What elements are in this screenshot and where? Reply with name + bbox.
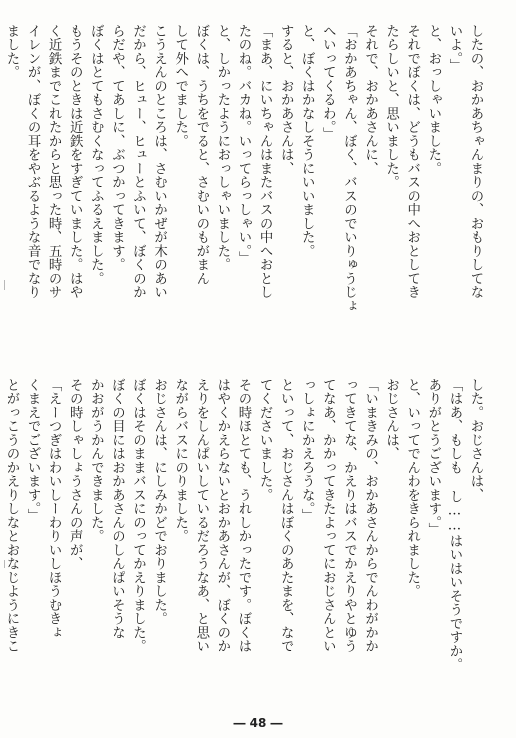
text-line: と、しかったようにおっしゃいました。 (214, 24, 230, 272)
lower-text-block (0, 378, 486, 708)
text-line: 「おかあちゃん、ぼく、バスのでいりゅうじょ (341, 24, 357, 313)
text-line: たのね。バカね。いってらっしゃい。」 (235, 24, 251, 265)
text-line: その時しゃしょうさんの声が、 (67, 378, 83, 571)
text-line: 「いまきみの、おかあさんからでんわがかか (362, 378, 378, 653)
text-line: へいってくるわ。」 (320, 24, 336, 142)
text-line: それでぼくは、どうもバスの中へおとしてき (404, 24, 420, 299)
text-line: とがっこうのかえりしなとおなじようにきこ (3, 378, 19, 653)
text-line: と、いってでんわをきられました。 (404, 378, 420, 598)
text-line: らだや、てあしに、ぶつかってきます。 (109, 24, 125, 272)
text-line: ってきてな、かえりはバスでかえりやとゆう (341, 378, 357, 653)
text-line: と、おっしゃいました。 (425, 24, 441, 176)
text-line: だから、ヒュー、ヒューとふいて、ぼくのか (130, 24, 146, 299)
text-line: して外へでました。 (172, 24, 188, 148)
text-line: はやくかえらないとおかあさんが、ぼくのか (214, 378, 230, 653)
text-line: 「はあ、もしも し……はいはいそうですか。 (446, 378, 462, 672)
text-line: たらしいと、思いました。 (383, 24, 399, 189)
text-line: 「まあ、にいちゃんはまたバスの中へおとし (257, 24, 273, 299)
text-line: てくださいました。 (257, 378, 273, 502)
text-line: すると、おかあさんは、 (278, 24, 294, 176)
text-line: かおがうかんできました。 (88, 378, 104, 543)
text-line: した。おじさんは、 (468, 378, 483, 502)
text-line: ぼくはとてもさむくなってふるえました。 (88, 24, 104, 286)
text-line: イレンが、ぼくの耳をやぶるような音でなり (25, 24, 41, 299)
text-line: もうそのときは近鉄をすぎていました。はや (67, 24, 83, 299)
text-line: 「えーつぎはわいしーわりいしほうむきょ (46, 378, 62, 640)
text-line: えりをしんぱいしているだろうなあ、と思い (193, 378, 209, 653)
page-number: ― 48 ― (233, 716, 283, 730)
text-line (0, 378, 1, 708)
text-line: その時ほとても、うれしかったです。ぼくは (235, 378, 251, 653)
text-line: おじさんは、にしみかどでおりました。 (151, 378, 167, 626)
text-line: ありがとうございます。」 (425, 378, 441, 537)
upper-text-block (0, 24, 486, 354)
text-line: ながらバスにのりました。 (172, 378, 188, 543)
text-line: したの、おかあちゃんまりの、おもりしてな (468, 24, 483, 299)
text-line: おじさんは、 (383, 378, 399, 461)
text-line: ました。 (3, 24, 19, 79)
text-line: といって、おじさんはぼくのあたまを、なで (278, 378, 294, 653)
text-line: てなあ、かかってきたよってにおじさんとい (320, 378, 336, 653)
text-line: ぼくの目にはおかあさんのしんぱいそうな (109, 378, 125, 640)
text-line: ぼくは、うちをでると、さむいのもがまん (193, 24, 209, 286)
text-line: と、ぼくはかなしそうにいいました。 (299, 24, 315, 258)
text-line: っしょにかえろうな。」 (299, 378, 315, 523)
text-line: く近鉄までこれたからと思った時、五時のサ (46, 24, 62, 299)
text-line: それで、おかあさんに、 (362, 24, 378, 176)
text-line: いよ。」 (446, 24, 462, 73)
text-line: ぼくはそのままバスにのってかえりました。 (130, 378, 146, 653)
text-line (0, 24, 1, 354)
text-line: こうえんのところは、さむいかぜが木のあい (151, 24, 167, 299)
text-line: くまえでございます。」 (25, 378, 41, 523)
